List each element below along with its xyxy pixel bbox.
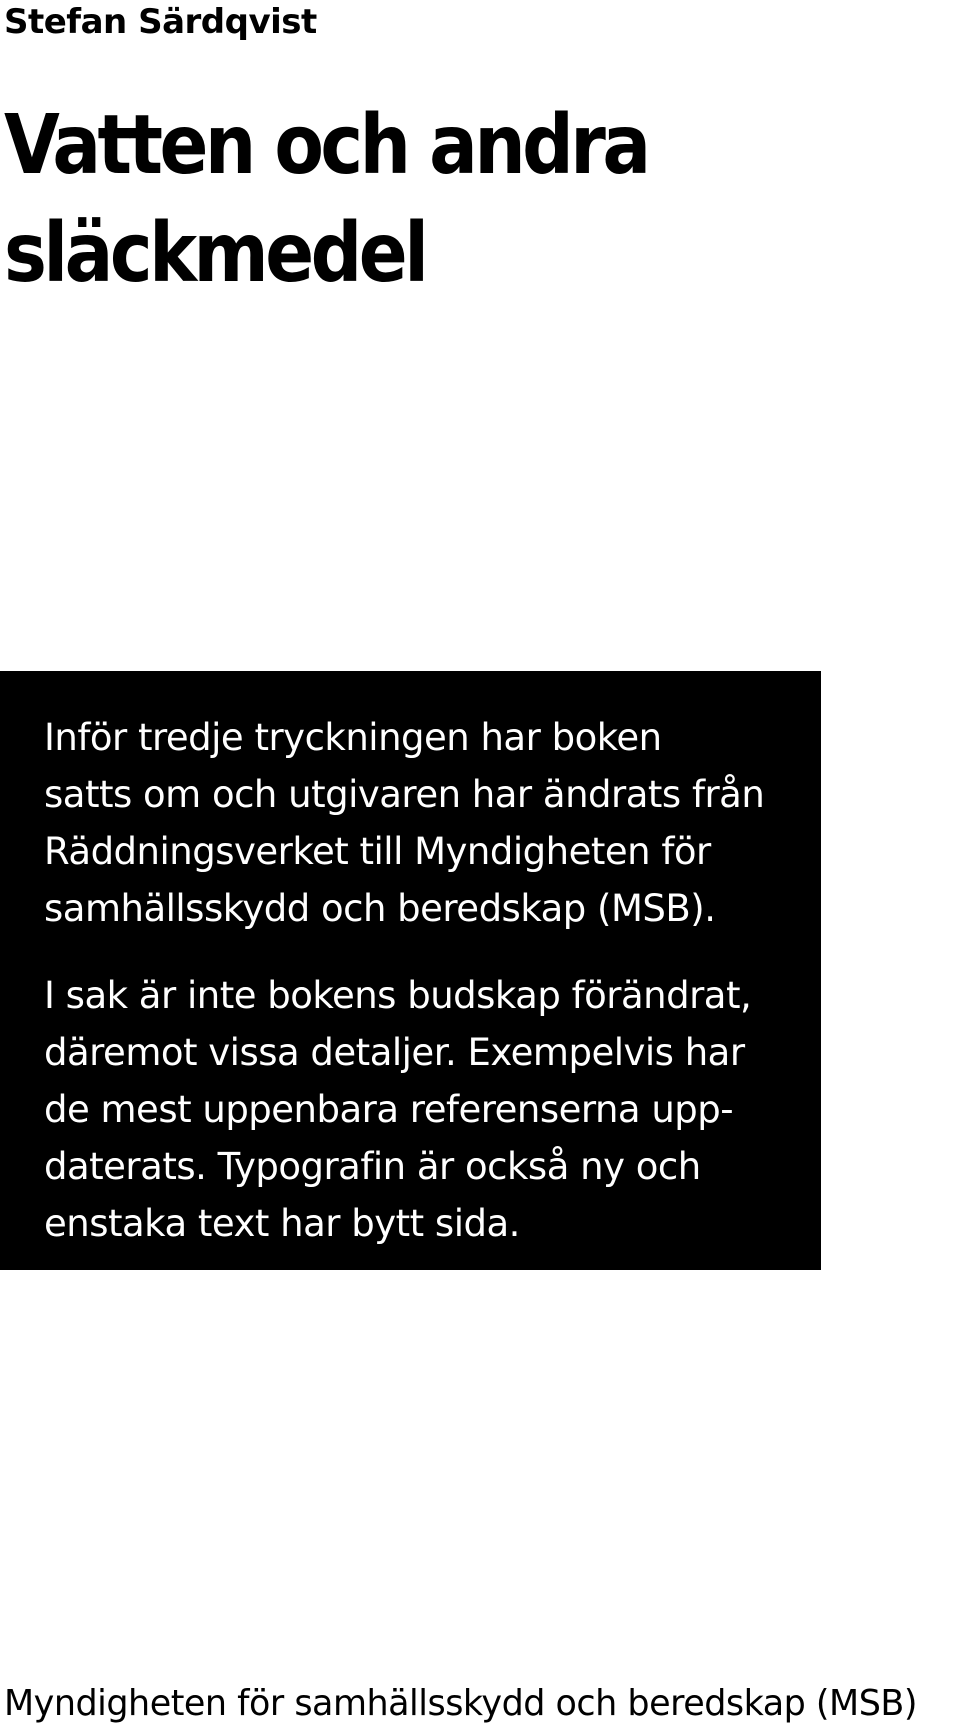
book-title-line-2: släckmedel [4,206,426,301]
notice-line: Räddningsverket till Myndigheten för [44,830,711,873]
notice-line: daterats. Typografin är också ny och [44,1145,701,1188]
notice-line: I sak är inte bokens budskap förändrat, [44,974,752,1017]
reprint-notice-box [0,671,821,1270]
notice-paragraph-2 [44,967,821,1252]
notice-line: enstaka text har bytt sida. [44,1202,520,1245]
notice-paragraph-1 [44,709,821,937]
notice-line: de mest uppenbara referenserna upp- [44,1088,734,1131]
book-title [4,92,648,308]
notice-line: däremot vissa detaljer. Exempelvis har [44,1031,745,1074]
notice-line: Inför tredje tryckningen har boken [44,716,662,759]
notice-line: samhällsskydd och beredskap (MSB). [44,887,716,930]
publisher-name: Myndigheten för samhällsskydd och beredskap (MSB) [4,1683,917,1724]
author-name: Stefan Särdqvist [4,2,317,42]
notice-line: satts om och utgivaren har ändrats från [44,773,765,816]
book-title-line-1: Vatten och andra [4,98,648,193]
